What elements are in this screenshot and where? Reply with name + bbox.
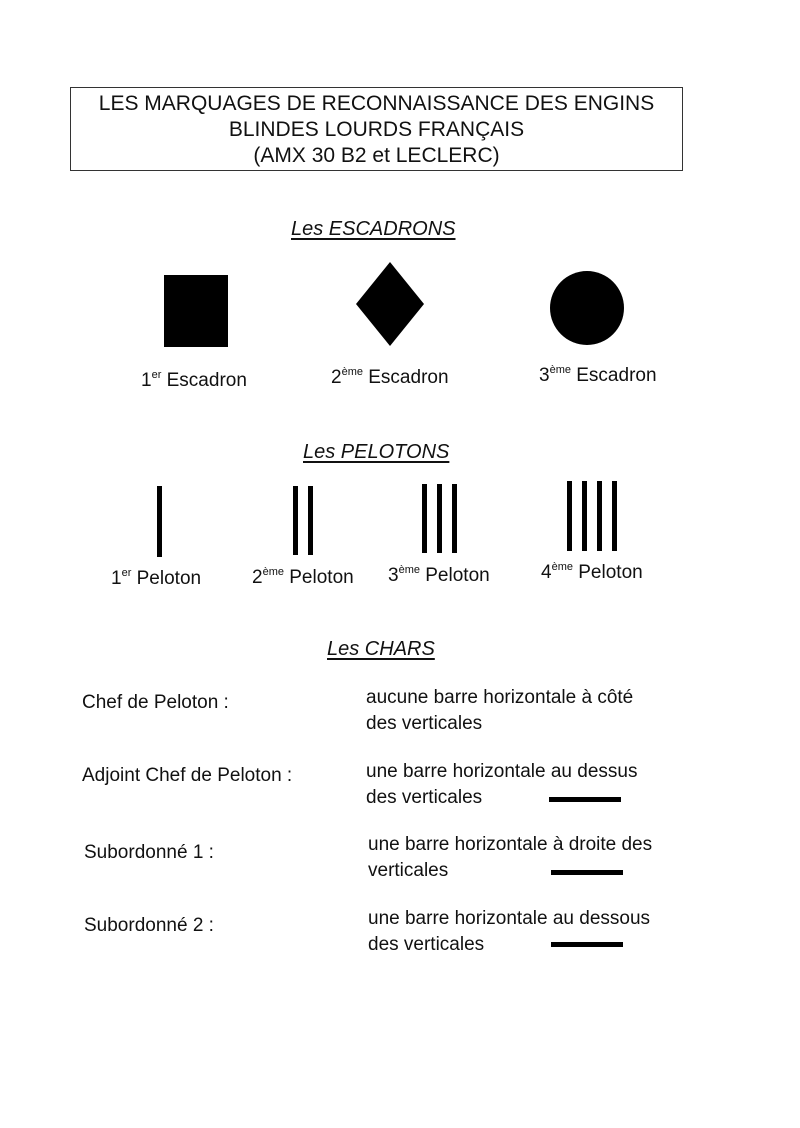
desc-chef-de-peloton: aucune barre horizontale à côté des verticales: [366, 687, 634, 734]
role-adjoint-chef-de-peloton: Adjoint Chef de Peloton :: [82, 765, 293, 786]
peloton-label-1: 1er Peloton: [111, 567, 202, 589]
peloton-label-4: 4ème Peloton: [541, 561, 643, 583]
vertical-bar: [612, 481, 617, 551]
role-subordonne-2: Subordonné 2 :: [84, 915, 214, 936]
section-title-chars: Les CHARS: [327, 638, 435, 660]
desc-adjoint-chef-de-peloton: une barre horizontale au dessus des verticales: [366, 761, 638, 808]
peloton-label-2: 2ème Peloton: [252, 566, 354, 588]
peloton-bars-3: [422, 484, 457, 553]
peloton-bars-2: [293, 486, 313, 555]
peloton-bars-4: [567, 481, 617, 551]
desc-subordonne-1: une barre horizontale à droite des verticales: [368, 834, 653, 881]
role-subordonne-1: Subordonné 1 :: [84, 842, 214, 863]
vertical-bar: [422, 484, 427, 553]
vertical-bar: [308, 486, 313, 555]
title-line-1: LES MARQUAGES DE RECONNAISSANCE DES ENGINS: [98, 92, 655, 115]
horizontal-bar-example: [551, 870, 623, 875]
escadron-label-1: 1er Escadron: [141, 369, 247, 391]
circle-symbol: [550, 271, 624, 345]
section-title-pelotons: Les PELOTONS: [303, 441, 450, 463]
title-line-3: (AMX 30 B2 et LECLERC): [253, 144, 500, 167]
vertical-bar: [293, 486, 298, 555]
vertical-bar: [582, 481, 587, 551]
vertical-bar: [452, 484, 457, 553]
document-title: [70, 87, 683, 171]
diamond-symbol: [356, 262, 424, 346]
vertical-bar: [437, 484, 442, 553]
escadron-label-3: 3ème Escadron: [539, 364, 657, 386]
title-line-2: BLINDES LOURDS FRANÇAIS: [228, 118, 525, 141]
section-title-escadrons: Les ESCADRONS: [291, 218, 456, 240]
horizontal-bar-example: [549, 797, 621, 802]
peloton-bars-1: [157, 486, 162, 557]
square-symbol: [164, 275, 228, 347]
peloton-label-3: 3ème Peloton: [388, 564, 490, 586]
vertical-bar: [157, 486, 162, 557]
role-chef-de-peloton: Chef de Peloton :: [82, 692, 229, 713]
horizontal-bar-example: [551, 942, 623, 947]
vertical-bar: [597, 481, 602, 551]
escadron-label-2: 2ème Escadron: [331, 366, 449, 388]
desc-subordonne-2: une barre horizontale au dessous des verticales: [368, 908, 651, 955]
vertical-bar: [567, 481, 572, 551]
